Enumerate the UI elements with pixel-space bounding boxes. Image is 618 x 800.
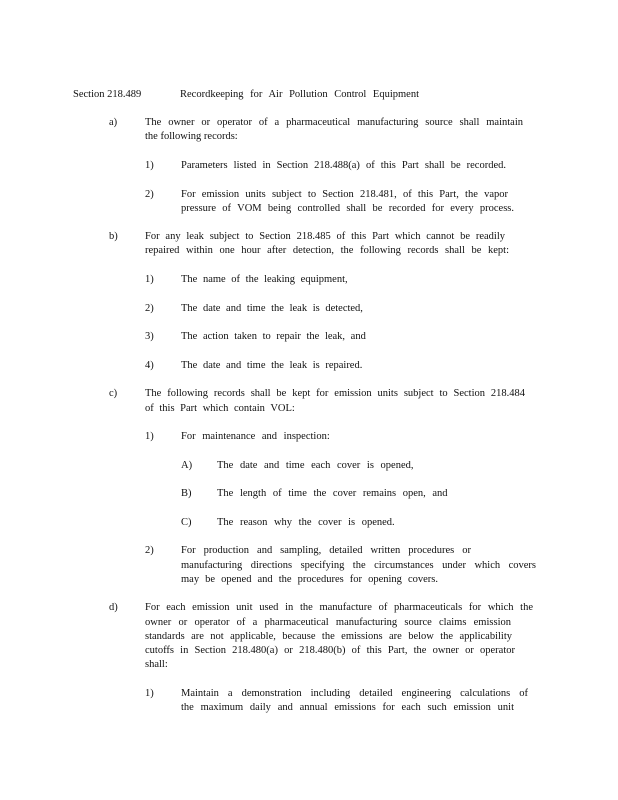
paragraph-c-marker: c) <box>109 388 118 399</box>
paragraph-a-marker: a) <box>109 117 118 128</box>
paragraph-c-text-cont: of this Part which contain VOL: <box>145 403 295 414</box>
paragraph-d-text-cont-4: shall: <box>145 659 168 670</box>
paragraph-b-item-1-marker: 1) <box>145 274 154 285</box>
paragraph-c-subitem-a-text: The date and time each cover is opened, <box>217 460 414 471</box>
paragraph-d-item-1-marker: 1) <box>145 688 154 699</box>
paragraph-c-subitem-b-text: The length of time the cover remains open, and <box>217 488 448 499</box>
paragraph-c-item-2-text-cont-2: may be opened and the procedures for opening covers. <box>181 574 438 585</box>
paragraph-a-item-2-text: For emission units subject to Section 218.481, of this Part, the vapor <box>181 189 508 200</box>
paragraph-a-item-2-text-cont: pressure of VOM being controlled shall be recorded for every process. <box>181 203 514 214</box>
paragraph-c-item-1-text: For maintenance and inspection: <box>181 431 330 442</box>
paragraph-b-text-cont: repaired within one hour after detection, the following records shall be kept: <box>145 245 509 256</box>
paragraph-b-item-3-marker: 3) <box>145 331 154 342</box>
paragraph-b-item-2-marker: 2) <box>145 303 154 314</box>
paragraph-d-text-cont-3: cutoffs in Section 218.480(a) or 218.480(b) of this Part, the owner or operator <box>145 645 515 656</box>
paragraph-c-text: The following records shall be kept for emission units subject to Section 218.484 <box>145 388 525 399</box>
paragraph-c-item-2-text-cont: manufacturing directions specifying the circumstances under which covers <box>181 560 536 571</box>
paragraph-c-subitem-c-text: The reason why the cover is opened. <box>217 517 395 528</box>
paragraph-b-item-4-text: The date and time the leak is repaired. <box>181 360 363 371</box>
paragraph-b-item-1-text: The name of the leaking equipment, <box>181 274 348 285</box>
paragraph-c-subitem-b-marker: B) <box>181 488 192 499</box>
paragraph-b-item-3-text: The action taken to repair the leak, and <box>181 331 366 342</box>
paragraph-b-item-2-text: The date and time the leak is detected, <box>181 303 363 314</box>
section-number: Section 218.489 <box>73 89 142 100</box>
paragraph-d-text: For each emission unit used in the manufacture of pharmaceuticals for which the <box>145 602 533 613</box>
paragraph-c-item-2-marker: 2) <box>145 545 154 556</box>
section-title: Recordkeeping for Air Pollution Control Equipment <box>180 89 420 100</box>
paragraph-d-item-1-text: Maintain a demonstration including detailed engineering calculations of <box>181 688 528 699</box>
paragraph-b-item-4-marker: 4) <box>145 360 154 371</box>
paragraph-d-marker: d) <box>109 602 118 613</box>
paragraph-c-item-1-marker: 1) <box>145 431 154 442</box>
paragraph-c-item-2-text: For production and sampling, detailed written procedures or <box>181 545 471 556</box>
paragraph-c-subitem-a-marker: A) <box>181 460 193 471</box>
paragraph-d-text-cont: owner or operator of a pharmaceutical manufacturing source claims emission <box>145 617 511 628</box>
paragraph-c-subitem-c-marker: C) <box>181 517 192 528</box>
paragraph-d-item-1-text-cont: the maximum daily and annual emissions for each such emission unit <box>181 702 514 713</box>
paragraph-a-item-1-marker: 1) <box>145 160 154 171</box>
paragraph-a-item-2-marker: 2) <box>145 189 154 200</box>
paragraph-a-text: The owner or operator of a pharmaceutical manufacturing source shall maintain <box>145 117 523 128</box>
paragraph-d-text-cont-2: standards are not applicable, because the emissions are below the applicability <box>145 631 512 642</box>
paragraph-b-marker: b) <box>109 231 118 242</box>
paragraph-b-text: For any leak subject to Section 218.485 of this Part which cannot be readily <box>145 231 505 242</box>
paragraph-a-text-cont: the following records: <box>145 131 238 142</box>
paragraph-a-item-1-text: Parameters listed in Section 218.488(a) of this Part shall be recorded. <box>181 160 506 171</box>
